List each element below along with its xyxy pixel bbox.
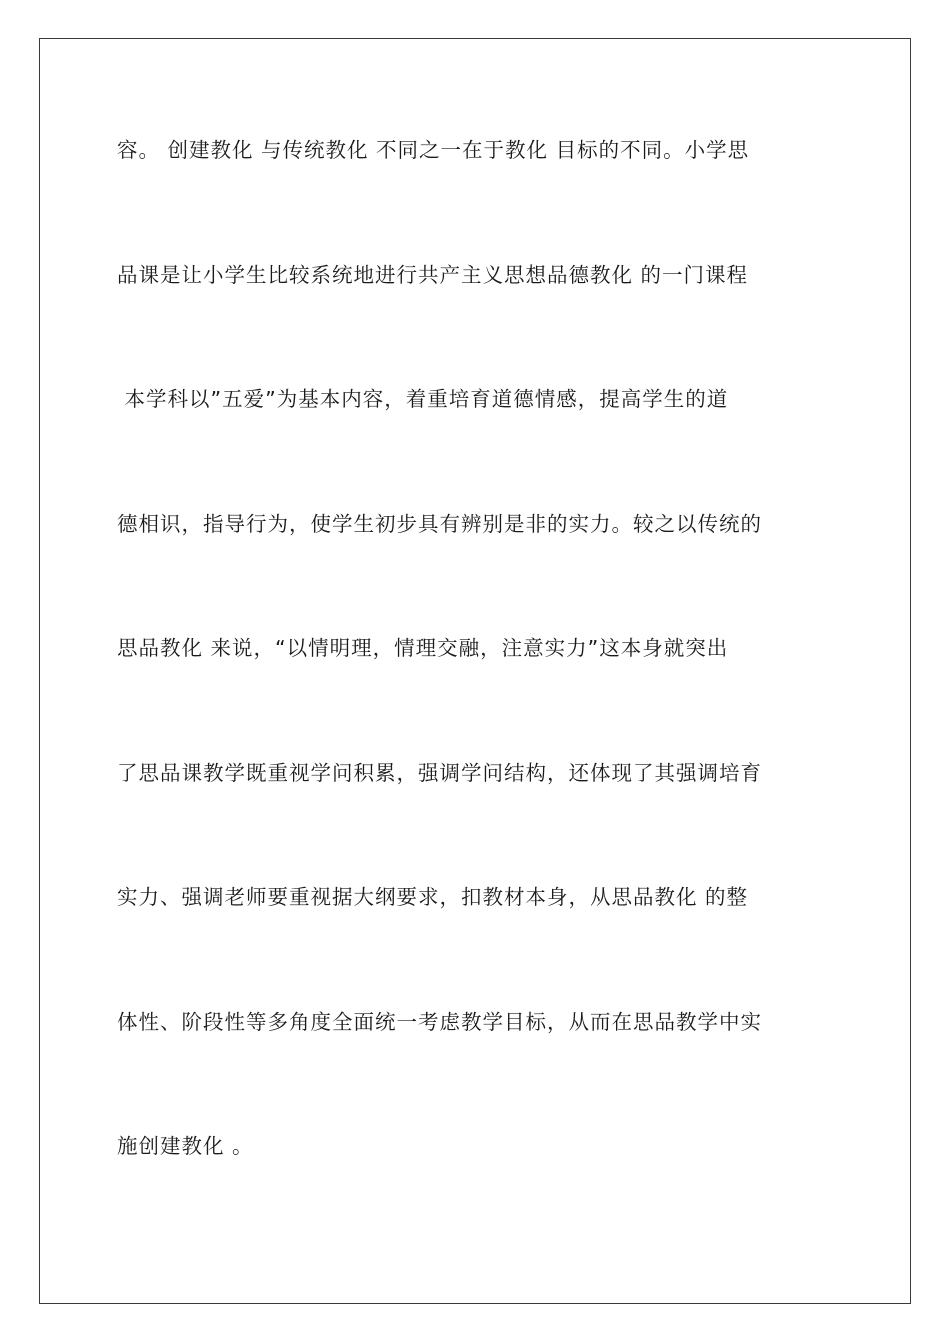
paragraph-line-1: 容。 创建教化 与传统教化 不同之一在于教化 目标的不同。小学思: [117, 138, 750, 162]
paragraph-line-3: 本学科以”五爱”为基本内容，着重培育道德情感，提高学生的道: [117, 387, 729, 411]
paragraph-line-8: 体性、阶段性等多角度全面统一考虑教学目标，从而在思品教学中实: [117, 1009, 762, 1034]
paragraph-line-7: 实力、强调老师要重视据大纲要求，扣教材本身，从思品教化 的整: [117, 885, 749, 909]
paragraph-line-5: 思品教化 来说，“以情明理，情理交融，注意实力”这本身就突出: [117, 636, 729, 660]
paragraph-line-4: 德相识，指导行为，使学生初步具有辨别是非的实力。较之以传统的: [117, 511, 762, 536]
paragraph-line-9: 施创建教化 。: [117, 1134, 254, 1158]
paragraph-line-2: 品课是让小学生比较系统地进行共产主义思想品德教化 的一门课程: [117, 262, 749, 287]
paragraph-line-6: 了思品课教学既重视学问积累，强调学问结构，还体现了其强调培育: [117, 760, 762, 785]
body-paragraph: [117, 130, 837, 1251]
